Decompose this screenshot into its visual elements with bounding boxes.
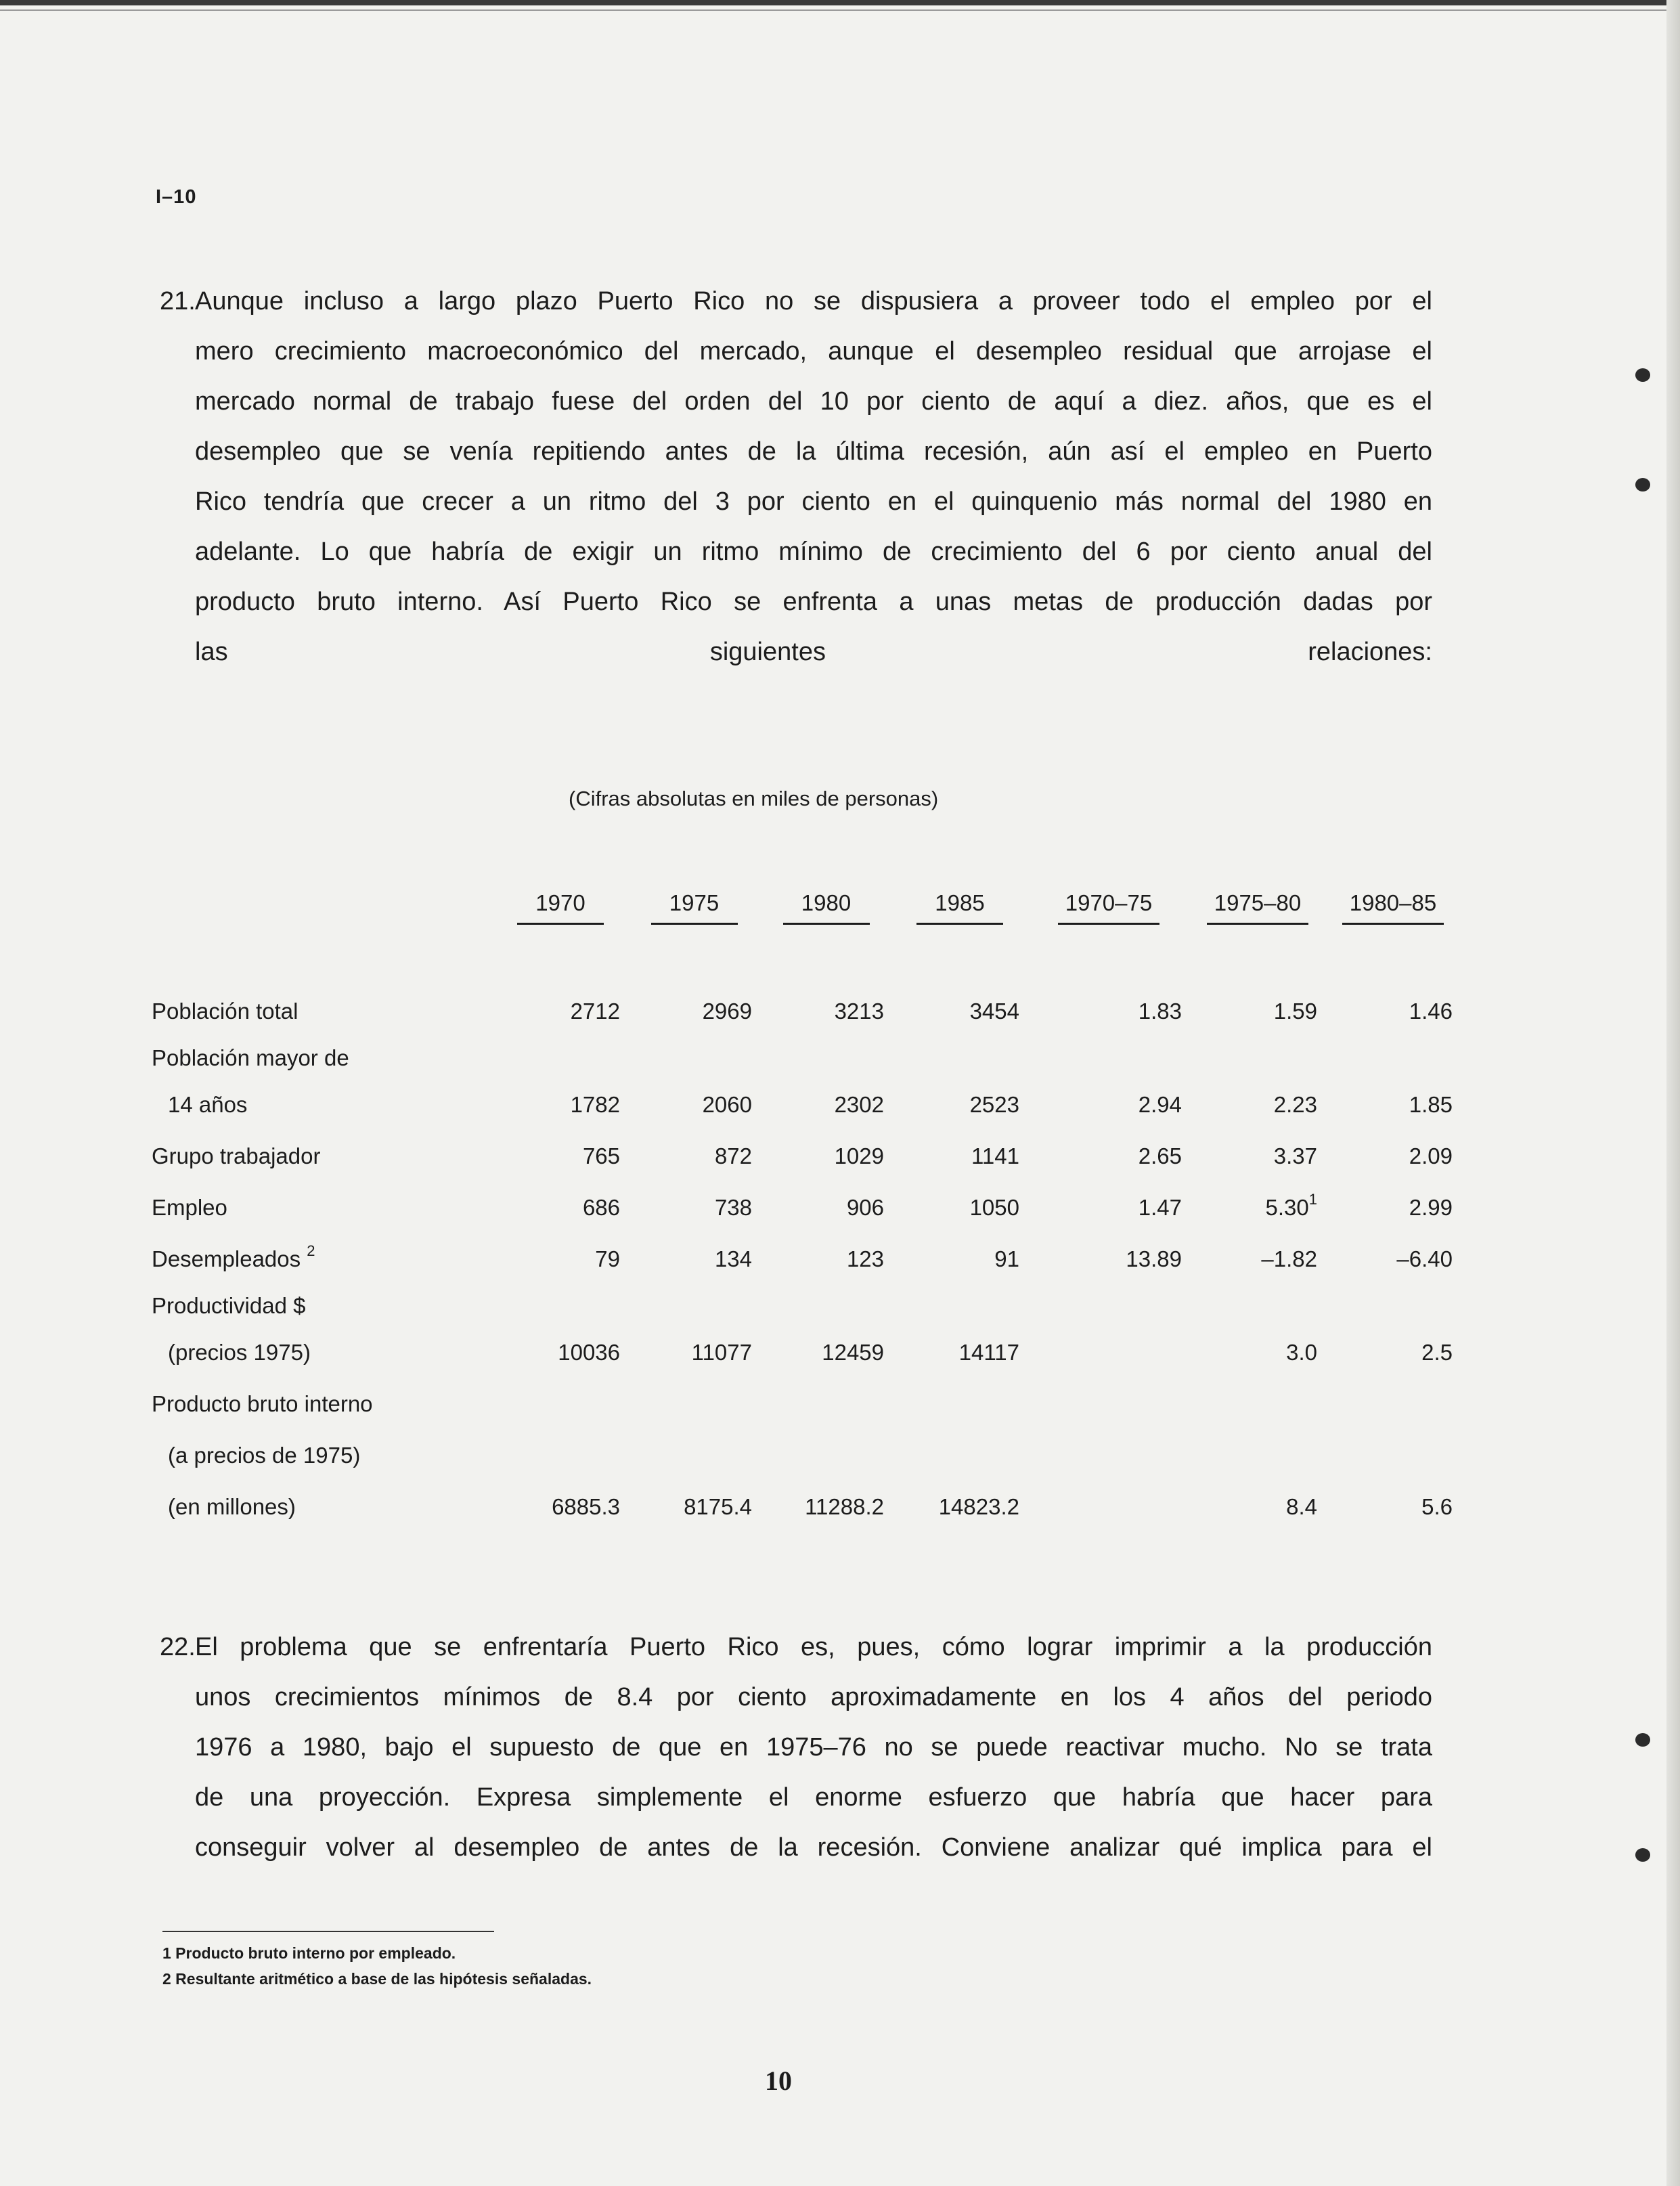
table-cell: 2060 [702, 1092, 752, 1117]
table-cell: 11077 [691, 1340, 752, 1365]
footnote: 1 Producto bruto interno por empleado. [162, 1944, 456, 1962]
text-line: desempleo que se venía repitiendo antes de la última recesión, aún así el empleo en Puerto [195, 437, 1432, 466]
table-cell: 1141 [971, 1143, 1019, 1168]
paragraph-21 [160, 276, 1432, 682]
table-cell: 1.83 [1138, 999, 1182, 1024]
column-header: 1970–75 [1027, 880, 1190, 934]
table-cell: 2523 [969, 1092, 1019, 1117]
row-label: 14 años [168, 1092, 248, 1117]
text-line: las siguientes relaciones: [195, 638, 1432, 666]
binder-hole [1635, 1733, 1650, 1747]
row-label: Empleo [152, 1195, 227, 1220]
column-header: 1975 [628, 880, 760, 934]
table-cell: 13.89 [1126, 1246, 1182, 1271]
table-cell: 2.23 [1273, 1092, 1317, 1117]
table-cell [1027, 1481, 1190, 1533]
text-line: Aunque incluso a largo plazo Puerto Rico no se dispusiera a proveer todo el empleo por el [195, 287, 1432, 315]
table-cell: 2302 [834, 1092, 884, 1117]
binder-hole [1635, 1848, 1650, 1862]
table-cell: 8.4 [1286, 1494, 1317, 1519]
table-cell: 3454 [969, 999, 1019, 1024]
table-row [152, 1285, 1461, 1327]
row-label: (precios 1975) [168, 1340, 311, 1365]
page-code: I–10 [156, 186, 197, 208]
data-table [152, 880, 1461, 1533]
table-cell: –1.82 [1261, 1246, 1317, 1271]
row-label: (en millones) [168, 1494, 296, 1519]
text-line: mercado normal de trabajo fuese del orden del 10 por ciento de aquí a diez. años, que es el [195, 387, 1432, 416]
table-row [152, 1079, 1461, 1131]
table-cell: 2969 [702, 999, 752, 1024]
row-label: Población mayor de [152, 1045, 349, 1070]
table-cell: 123 [846, 1246, 884, 1271]
text-line: Rico tendría que crecer a un ritmo del 3 por ciento en el quinquenio más normal del 1980 en [195, 487, 1432, 516]
binder-hole [1635, 478, 1650, 491]
table-cell: 1029 [834, 1143, 884, 1168]
table-row [152, 1182, 1461, 1233]
table-cell: 3.0 [1286, 1340, 1317, 1365]
table-cell: 2.5 [1421, 1340, 1453, 1365]
column-header: 1980–85 [1325, 880, 1461, 934]
table-row [152, 1481, 1461, 1533]
row-label [152, 1233, 493, 1285]
table-row [152, 1131, 1461, 1182]
table-cell: 91 [994, 1246, 1019, 1271]
table-cell: 10036 [558, 1340, 620, 1365]
column-header: 1985 [892, 880, 1027, 934]
column-header: 1975–80 [1190, 880, 1325, 934]
table-cell: 2.09 [1409, 1143, 1453, 1168]
table-cell [1190, 1182, 1325, 1233]
row-label-text: Desempleados [152, 1246, 301, 1271]
text-line: 1976 a 1980, bajo el supuesto de que en 1975–76 no se puede reactivar mucho. No se trata [195, 1733, 1432, 1762]
header-empty [152, 880, 493, 934]
table-header-row [152, 880, 1461, 934]
table-cell: 2.99 [1409, 1195, 1453, 1220]
table-cell: 1050 [969, 1195, 1019, 1220]
text-line: conseguir volver al desempleo de antes de la recesión. Conviene analizar qué implica para el [195, 1833, 1432, 1862]
table-cell: 5.6 [1421, 1494, 1453, 1519]
table-cell: 2.65 [1138, 1143, 1182, 1168]
footnote-rule [162, 1931, 494, 1932]
table-row [152, 1327, 1461, 1378]
paragraph-text [195, 276, 1432, 677]
table-cell: 686 [582, 1195, 620, 1220]
table-cell: 738 [714, 1195, 752, 1220]
row-label: Producto bruto interno [152, 1391, 373, 1416]
text-line: adelante. Lo que habría de exigir un ritmo mínimo de crecimiento del 6 por ciento anual del [195, 538, 1432, 566]
table-cell: –6.40 [1396, 1246, 1453, 1271]
footnote-mark: 2 [307, 1242, 315, 1259]
table-cell: 8175.4 [684, 1494, 752, 1519]
table-cell: 12459 [822, 1340, 884, 1365]
column-header: 1970 [493, 880, 628, 934]
text-line: mero crecimiento macroeconómico del mercado, aunque el desempleo residual que arrojase el [195, 337, 1432, 366]
text-line: producto bruto interno. Así Puerto Rico se enfrenta a unas metas de producción dadas por [195, 588, 1432, 616]
table-caption: (Cifras absolutas en miles de personas) [569, 787, 939, 810]
table-row [152, 1037, 1461, 1079]
paragraph-number: 22. [160, 1633, 196, 1661]
table-cell: 14823.2 [938, 1494, 1019, 1519]
table-cell: 6885.3 [552, 1494, 620, 1519]
table-cell: 2712 [570, 999, 620, 1024]
text-line: unos crecimientos mínimos de 8.4 por ciento aproximadamente en los 4 años del periodo [195, 1683, 1432, 1711]
table-cell: 3.37 [1273, 1143, 1317, 1168]
table-cell [1027, 1327, 1190, 1378]
table-cell: 79 [595, 1246, 620, 1271]
text-line: de una proyección. Expresa simplemente el enorme esfuerzo que habría que hacer para [195, 1783, 1432, 1812]
table-cell: 1782 [570, 1092, 620, 1117]
footnote-mark: 1 [1308, 1191, 1317, 1208]
table-cell: 1.47 [1138, 1195, 1182, 1220]
top-border-thin [0, 9, 1680, 11]
page-number: 10 [765, 2065, 792, 2096]
table-cell: 1.46 [1409, 999, 1453, 1024]
paragraph-number: 21. [160, 287, 196, 315]
paragraph-text [195, 1622, 1432, 1873]
binder-hole [1635, 368, 1650, 382]
column-header: 1980 [760, 880, 892, 934]
paragraph-22 [160, 1622, 1432, 1879]
row-label: (a precios de 1975) [168, 1443, 361, 1468]
table-cell: 906 [846, 1195, 884, 1220]
table-cell: 11288.2 [805, 1494, 884, 1519]
table-cell: 134 [714, 1246, 752, 1271]
row-label: Productividad $ [152, 1293, 306, 1318]
table-cell: 1.85 [1409, 1092, 1453, 1117]
table-cell: 14117 [958, 1340, 1019, 1365]
cell-value: 5.30 [1265, 1195, 1309, 1220]
row-label: Población total [152, 999, 299, 1024]
table-row [152, 1378, 1461, 1430]
table-row [152, 1233, 1461, 1285]
row-label: Grupo trabajador [152, 1143, 321, 1168]
table-row [152, 1430, 1461, 1481]
table-row [152, 986, 1461, 1037]
page-edge [1666, 0, 1680, 2186]
table-cell: 872 [714, 1143, 752, 1168]
text-line: El problema que se enfrentaría Puerto Rico es, pues, cómo lograr imprimir a la producción [195, 1633, 1432, 1661]
table-cell: 1.59 [1273, 999, 1317, 1024]
footnote: 2 Resultante aritmético a base de las hipótesis señaladas. [162, 1970, 592, 1988]
table-cell: 3213 [834, 999, 884, 1024]
table-cell: 765 [582, 1143, 620, 1168]
table-cell: 2.94 [1138, 1092, 1182, 1117]
top-border [0, 0, 1680, 5]
